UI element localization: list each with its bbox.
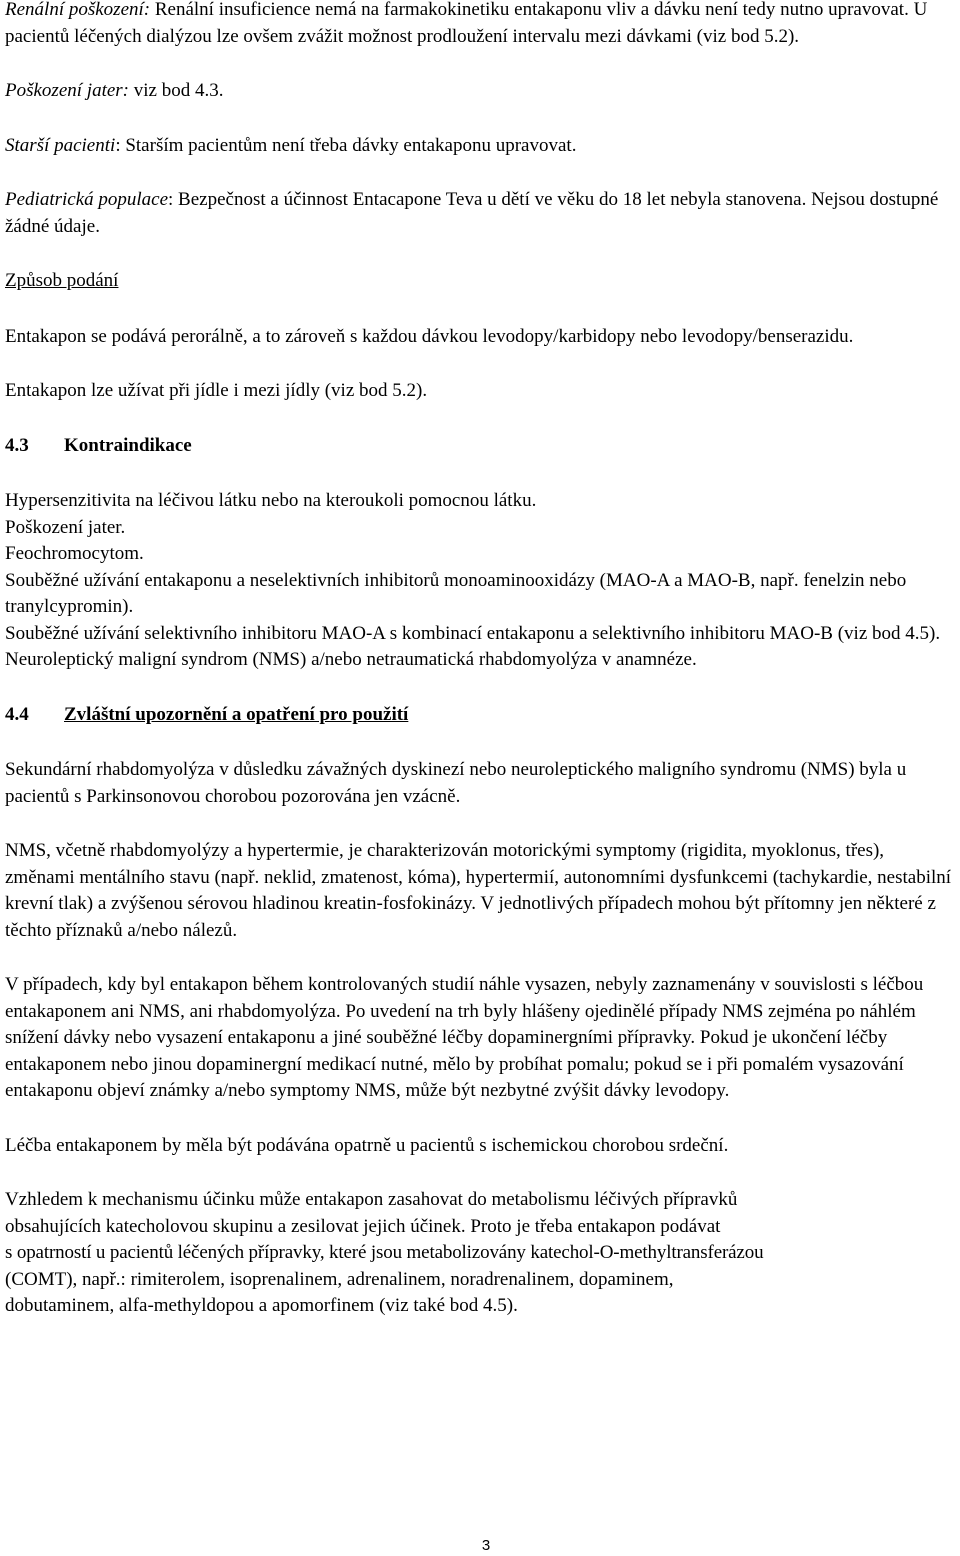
administration-paragraph-2: Entakapon lze užívat při jídle i mezi jídly (viz bod 5.2). [5,380,428,401]
elderly-patients-text: : Starším pacientům není třeba dávky entakaponu upravovat. [115,134,577,156]
renal-impairment-text: Renální insuficience nemá na farmakokinetiku entakaponu vliv a dávku není tedy nutno upravovat. U pacientů léčených dialýzou lze ovšem zvážit možnost prodloužení intervalu mezi dávkami (viz bod 5.2). [5,0,928,47]
administration-heading: Způsob podání [5,270,119,291]
renal-impairment-paragraph [5,0,957,50]
warnings-paragraph-withdrawal: V případech, kdy byl entakapon během kontrolovaných studií náhle vysazen, nebyly zaznamenány v souvislosti s léčbou entakaponem ani NMS, ani rhabdomyolýza. Po uvedení na trh byly hlášeny ojedinělé případy NMS zejména po náhlém snížení dávky nebo vysazení entakaponu a jiné souběžné léčby dopaminergními přípravky. Pokud je ukončení léčby entakaponem nebo jinou dopaminergní medikací nutné, mělo by probíhat pomalu; pokud se i při pomalém vysazování entakaponu objeví známky a/nebo symptomy NMS, může být nezbytné zvýšit dávky levodopy. [5,974,924,1101]
pediatric-population-paragraph [5,187,957,240]
contraindication-item: Feochromocytom. [5,543,144,564]
comt-line: s opatrností u pacientů léčených přípravky, které jsou metabolizovány katechol-O-methyltransferázou [5,1242,764,1263]
page-number: 3 [481,1537,491,1554]
warnings-paragraph-nms: NMS, včetně rhabdomyolýzy a hypertermie, je charakterizován motorickými symptomy (rigidita, myoklonus, třes), změnami mentálního stavu (např. neklid, zmatenost, kóma), hypertermií, autonomními dysfunkcemi (tachykardie, nestabilní krevní tlak) a zvýšenou sérovou hladinou kreatin-fosfokinázy. V jednotlivých případech mohou být přítomny jen některé z těchto příznaků a/nebo nálezů. [5,840,952,941]
warnings-section-title: Zvláštní upozornění a opatření pro použití [64,703,409,725]
comt-line: obsahujících katecholovou skupinu a zesilovat jejich účinek. Proto je třeba entakapon podávat [5,1215,721,1237]
warnings-paragraph-rhabdomyolysis: Sekundární rhabdomyolýza v důsledku závažných dyskinezí nebo neuroleptického maligního syndromu (NMS) byla u pacientů s Parkinsonovou chorobou pozorována jen vzácně. [5,759,907,807]
renal-impairment-label: Renální poškození: [5,0,151,20]
pediatric-population-label: Pediatrická populace [5,189,169,210]
comt-line: dobutaminem, alfa-methyldopou a apomorfinem (viz také bod 4.5). [5,1295,518,1316]
comt-line: Vzhledem k mechanismu účinku může entakapon zasahovat do metabolismu léčivých přípravků [5,1189,738,1210]
contraindication-item: Hypersenzitivita na léčivou látku nebo na kteroukoli pomocnou látku. [5,490,537,511]
document-page [5,0,957,1320]
hepatic-impairment-paragraph [5,78,957,105]
contraindications-heading [5,433,957,460]
contraindications-section-title: Kontraindikace [64,434,192,456]
contraindication-item: Poškození jater. [5,516,126,538]
warnings-section-number: 4.4 [5,703,29,725]
elderly-patients-label: Starší pacienti [5,134,116,156]
hepatic-impairment-text: viz bod 4.3. [129,80,224,101]
warnings-heading [5,702,957,729]
hepatic-impairment-label: Poškození jater: [5,80,130,101]
contraindication-item: Neuroleptický maligní syndrom (NMS) a/nebo netraumatická rhabdomyolýza v anamnéze. [5,649,697,670]
elderly-patients-paragraph [5,133,957,160]
contraindications-list [5,488,957,674]
pediatric-population-text: : Bezpečnost a účinnost Entacapone Teva u dětí ve věku do 18 let nebyla stanovena. Nejsou dostupné žádné údaje. [5,189,939,237]
warnings-paragraph-comt [5,1187,957,1320]
contraindication-item: Souběžné užívání entakaponu a neselektivních inhibitorů monoaminooxidázy (MAO-A a MAO-B, např. fenelzin nebo tranylcypromin). [5,569,907,617]
administration-paragraph-1: Entakapon se podává perorálně, a to zároveň s každou dávkou levodopy/karbidopy nebo levodopy/benserazidu. [5,325,854,347]
contraindications-section-number: 4.3 [5,434,29,456]
comt-line: (COMT), např.: rimiterolem, isoprenalinem, adrenalinem, noradrenalinem, dopaminem, [5,1268,674,1290]
warnings-paragraph-ischemic: Léčba entakaponem by měla být podávána opatrně u pacientů s ischemickou chorobou srdeční. [5,1134,729,1156]
contraindication-item: Souběžné užívání selektivního inhibitoru MAO-A s kombinací entakaponu a selektivního inhibitoru MAO-B (viz bod 4.5). [5,622,941,644]
